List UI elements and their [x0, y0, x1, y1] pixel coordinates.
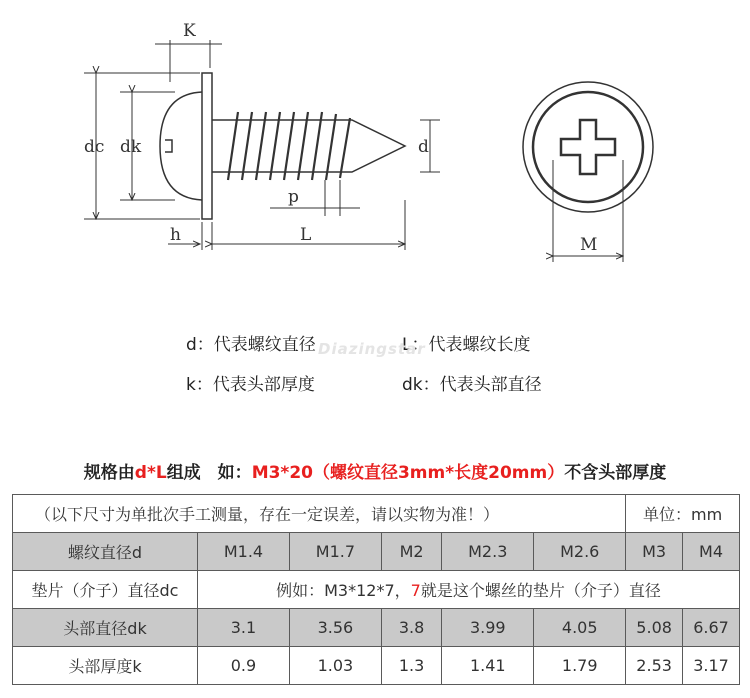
table-cell: 3.17	[683, 647, 740, 685]
table-cell: 1.41	[442, 647, 534, 685]
legend-d: d：代表螺纹直径	[186, 335, 316, 355]
table-note-row	[13, 495, 740, 533]
label-d: d	[418, 137, 429, 157]
rule-text-2: d*L	[134, 463, 167, 483]
thread-lines	[228, 112, 350, 180]
washer-example-number: 7	[410, 581, 421, 600]
screw-shank	[212, 120, 405, 172]
row-label-thread: 螺纹直径d	[13, 533, 198, 571]
legend-dk: dk：代表头部直径	[402, 375, 542, 395]
table-cell: 1.79	[534, 647, 626, 685]
screw-head	[160, 92, 202, 200]
rule-text-3: 组成 如：	[166, 463, 252, 483]
table-cell: 6.67	[683, 609, 740, 647]
label-dk: dk	[120, 137, 142, 157]
row-label-head-thickness: 头部厚度k	[13, 647, 198, 685]
washer-flange	[202, 73, 212, 219]
table-cell: 3.8	[381, 609, 441, 647]
legend-L: L：代表螺纹长度	[402, 335, 531, 355]
table-row	[13, 571, 740, 609]
table-cell: M2.6	[534, 533, 626, 571]
table-cell: M4	[683, 533, 740, 571]
label-k: K	[183, 21, 196, 41]
label-M: M	[580, 235, 598, 255]
table-cell: 2.53	[626, 647, 683, 685]
spec-rule	[0, 458, 750, 483]
legend-k: k：代表头部厚度	[186, 375, 315, 395]
table-cell: 3.99	[442, 609, 534, 647]
table-cell: 3.56	[289, 609, 381, 647]
screw-technical-drawing	[0, 0, 750, 300]
spec-table	[12, 494, 740, 685]
table-cell: M2.3	[442, 533, 534, 571]
rule-text-1: 规格由	[83, 463, 135, 483]
table-cell: 4.05	[534, 609, 626, 647]
rule-text-4: M3*20（螺纹直径3mm*长度20mm）	[251, 463, 565, 483]
table-cell: 1.3	[381, 647, 441, 685]
table-row	[13, 609, 740, 647]
label-L: L	[300, 225, 312, 245]
watermark-logo: Diazingstar	[318, 340, 426, 358]
washer-example-text-1: 例如：M3*12*7，	[276, 581, 411, 600]
table-cell: 0.9	[198, 647, 290, 685]
table-cell: M1.4	[198, 533, 290, 571]
table-cell: 3.1	[198, 609, 290, 647]
table-row	[13, 533, 740, 571]
table-cell: 5.08	[626, 609, 683, 647]
label-h: h	[170, 225, 181, 245]
rule-text-5: 不含头部厚度	[564, 463, 667, 483]
table-note: （以下尺寸为单批次手工测量，存在一定误差，请以实物为准！）	[13, 495, 626, 533]
washer-example	[198, 571, 740, 609]
table-unit: 单位：mm	[626, 495, 740, 533]
cross-recess	[561, 120, 615, 174]
table-row	[13, 647, 740, 685]
table-cell: M2	[381, 533, 441, 571]
row-label-head-diameter: 头部直径dk	[13, 609, 198, 647]
table-cell: M1.7	[289, 533, 381, 571]
label-p: p	[288, 187, 299, 207]
table-cell: M3	[626, 533, 683, 571]
row-label-washer: 垫片（介子）直径dc	[13, 571, 198, 609]
label-dc: dc	[84, 137, 105, 157]
washer-example-text-2: 就是这个螺丝的垫片（介子）直径	[420, 581, 661, 600]
table-cell: 1.03	[289, 647, 381, 685]
